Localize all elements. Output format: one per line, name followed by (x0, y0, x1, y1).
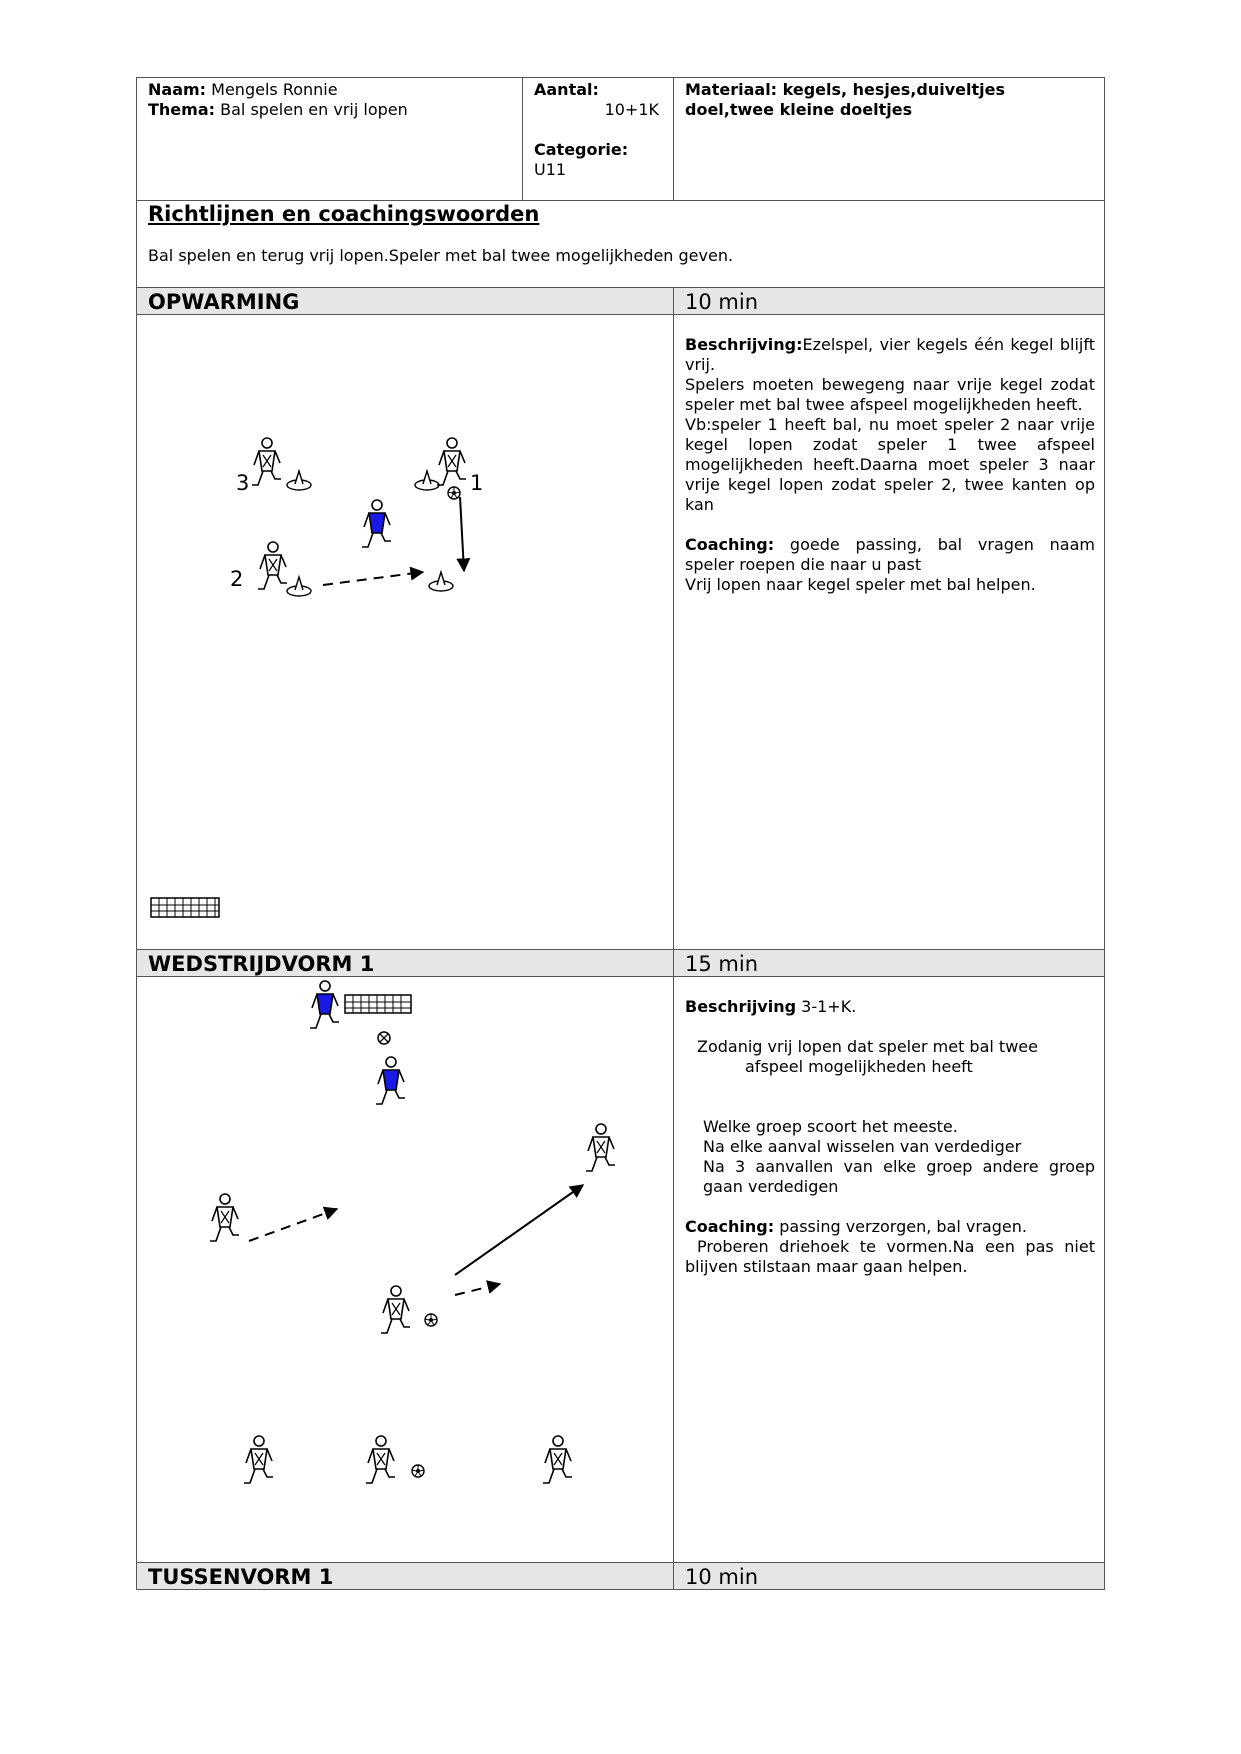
w-line2: afspeel mogelijkheden heeft (745, 1057, 973, 1076)
ball-icon (425, 1314, 437, 1326)
defender-icon (362, 500, 391, 547)
player-icon (366, 1436, 395, 1483)
player-icon (381, 1286, 410, 1333)
w-coaching-text: passing verzorgen, bal vragen. (779, 1217, 1027, 1236)
aantal-label: Aantal: (534, 80, 599, 99)
categorie-value: U11 (534, 160, 567, 179)
player-icon (543, 1436, 572, 1483)
cone-icon (287, 471, 311, 490)
tussenvorm-time: 10 min (685, 1565, 758, 1589)
w-beschrijving-text: 3-1+K. (801, 997, 857, 1016)
wedstrijdvorm-time-cell (673, 949, 1105, 977)
opwarming-diagram-cell (136, 314, 674, 950)
beschrijving-label: Beschrijving: (685, 335, 803, 354)
naam-value: Mengels Ronnie (211, 80, 338, 99)
tussenvorm-header (136, 1562, 674, 1590)
w-coaching-label: Coaching: (685, 1217, 775, 1236)
defender-icon (376, 1057, 405, 1104)
beschrijving-text: Ezelspel, vier kegels één kegel blijft vrij. (685, 335, 1095, 374)
w-line1: Zodanig vrij lopen dat speler met bal twee (697, 1037, 1038, 1056)
run-arrow (455, 1185, 583, 1275)
materiaal-line2: doel,twee kleine doeltjes (685, 100, 913, 119)
wedstrijdvorm-text-cell (673, 976, 1105, 1563)
wedstrijdvorm-title: WEDSTRIJDVORM 1 (148, 952, 375, 976)
header-aantal-cell (522, 77, 674, 201)
pass-arrow (455, 1284, 500, 1295)
coaching-extra: Vrij lopen naar kegel speler met bal helpen. (685, 575, 1036, 594)
thema-label: Thema: (148, 100, 216, 119)
opwarming-time: 10 min (685, 290, 758, 314)
opwarming-text-cell (673, 314, 1105, 950)
categorie-label: Categorie: (534, 140, 629, 159)
header-materiaal-cell (673, 77, 1105, 201)
run-arrow (460, 497, 464, 571)
opwarming-time-cell (673, 287, 1105, 315)
opwarming-header (136, 287, 674, 315)
ball-icon (448, 487, 460, 499)
goal-icon (151, 898, 219, 917)
player-icon (210, 1194, 239, 1241)
goal-icon (345, 995, 411, 1013)
materiaal-line1: Materiaal: kegels, hesjes,duiveltjes (685, 80, 1005, 99)
coaching-label: Coaching: (685, 535, 775, 554)
defender-icon (310, 981, 339, 1028)
wedstrijdvorm-diagram (137, 977, 675, 1564)
w-line5: Na 3 aanvallen van elke groep andere groep gaan verdedigen (703, 1157, 1095, 1196)
player-icon (258, 542, 287, 589)
cone-marker-icon (378, 1032, 390, 1044)
thema-value: Bal spelen en vrij lopen (220, 100, 408, 119)
player-number-2: 2 (230, 567, 244, 591)
player-icon (252, 438, 281, 485)
player-number-1: 1 (470, 471, 484, 495)
player-icon (437, 438, 466, 485)
cone-icon (429, 572, 453, 591)
pass-arrow (323, 572, 423, 585)
w-line4: Na elke aanval wisselen van verdediger (703, 1137, 1022, 1156)
pass-arrow (249, 1209, 337, 1241)
w-beschrijving-label: Beschrijving (685, 997, 797, 1016)
w-line3: Welke groep scoort het meeste. (703, 1117, 958, 1136)
player-icon (244, 1436, 273, 1483)
cone-icon (415, 471, 439, 490)
ball-icon (412, 1465, 424, 1477)
opwarming-para3: Vb:speler 1 heeft bal, nu moet speler 2 naar vrije kegel lopen zodat speler 1 twee afspeel mogelijkheden heeft.Daarna moet speler 3 naar vrije kegel lopen zodat speler 2, twee kanten op kan (685, 415, 1095, 514)
coaching-text: goede passing, bal vragen naam speler roepen die naar u past (685, 535, 1095, 574)
opwarming-diagram (137, 315, 675, 951)
wedstrijdvorm-header (136, 949, 674, 977)
aantal-value: 10+1K (604, 100, 659, 119)
cone-icon (287, 577, 311, 596)
wedstrijdvorm-diagram-cell (136, 976, 674, 1563)
richtlijnen-text: Bal spelen en terug vrij lopen.Speler met bal twee mogelijkheden geven. (148, 246, 734, 265)
w-coaching-extra: Proberen driehoek te vormen.Na een pas niet blijven stilstaan maar gaan helpen. (685, 1237, 1095, 1276)
richtlijnen-cell (136, 200, 1105, 288)
opwarming-title: OPWARMING (148, 290, 300, 314)
opwarming-para2: Spelers moeten bewegeng naar vrije kegel zodat speler met bal twee afspeel mogelijkheden heeft. (685, 375, 1095, 414)
tussenvorm-title: TUSSENVORM 1 (148, 1565, 334, 1589)
header-name-cell (136, 77, 523, 201)
wedstrijdvorm-time: 15 min (685, 952, 758, 976)
naam-label: Naam: (148, 80, 207, 99)
richtlijnen-title: Richtlijnen en coachingswoorden (148, 202, 540, 226)
player-icon (586, 1124, 615, 1171)
player-number-3: 3 (236, 471, 250, 495)
tussenvorm-time-cell (673, 1562, 1105, 1590)
